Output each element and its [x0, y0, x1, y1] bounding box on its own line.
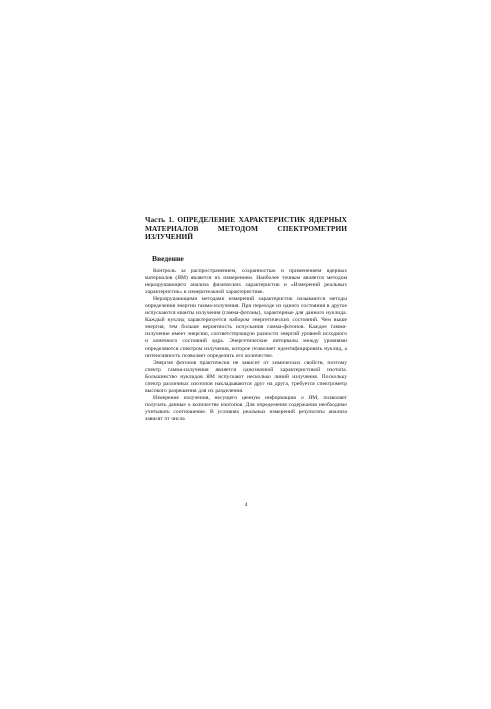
paragraph: Неразрушающими методами измерений характеристик называются методы определения энергии гамма-излучения. При переходе из одного состояния в другое испускаются кванты излучения (гамма-фотоны), характерные для данного нуклида. Каждый нуклид характеризуется набором энергетических состояний. Чем выше энергия, тем больше вероятность испускания гамма-фотонов. Каждое гамма-излучение имеет энергию, соответствующую разности энергий уровней исходного и конечного состояний ядра. Энергетические интервалы между уровнями определяются спектром излучения, которое позволяет идентифицировать нуклид, а интенсивность позволяет определить его количество. — [145, 296, 347, 359]
section-title: Введение — [152, 254, 184, 263]
part-title: Часть 1. ОПРЕДЕЛЕНИЕ ХАРАКТЕРИСТИК ЯДЕРНЫХ МАТЕРИАЛОВ МЕТОДОМ СПЕКТРОМЕТРИИ ИЗЛУЧЕНИЙ — [145, 215, 347, 242]
paragraph: Энергия фотонов практически не зависит от химических свойств, поэтому спектр гамма-излучения является однозначной характеристикой изотопа. Большинство нуклидов ЯМ испускают несколько линий излучения. Поскольку спектр различных изотопов накладываются друг на друга, требуется спектрометр высокого разрешения для их разделения. — [145, 359, 347, 394]
body-text — [145, 268, 347, 423]
paragraph: Контроль за распространением, сохранностью и применением ядерных материалов (ЯМ) является их измерением. Наиболее точным является методом неразрушающего анализа физических характеристик и «Измерений реальных характеристик» в измерительной характеристике. — [145, 268, 347, 296]
paragraph: Измерение излучения, несущего ценную информацию о ЯМ, позволяет получать данные о количестве изотопов. Для определения содержания необходимо учитывать соотношение. В условиях реальных измерений результаты анализа зависят от числа — [145, 394, 347, 422]
page-number: 4 — [244, 502, 248, 508]
